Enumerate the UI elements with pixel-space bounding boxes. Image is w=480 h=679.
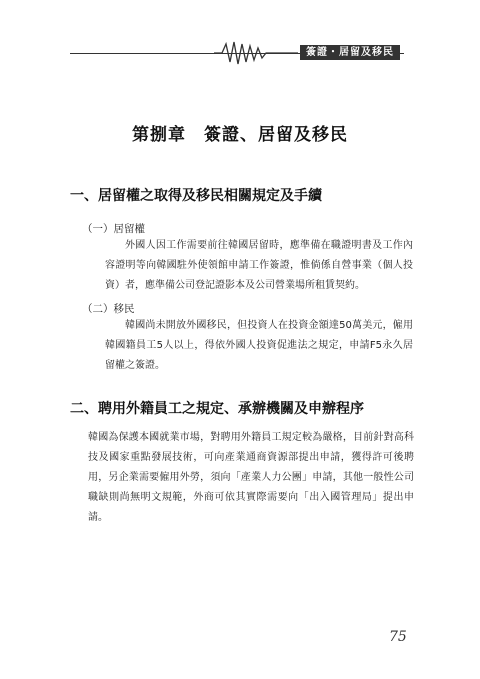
heartbeat-wave-icon [214,40,298,66]
section-title-2: 二、聘用外籍員工之規定、承辦機關及申辦程序 [70,401,364,417]
chapter-title: 第捌章 簽證、居留及移民 [132,125,348,145]
subsection-title-immigration: （二）移民 [82,303,135,315]
subsection-title-residence: （一）居留權 [82,223,145,235]
page-number: 75 [389,629,407,645]
page-header [0,0,480,70]
header-section-tag: 簽證・居留及移民 [300,45,400,60]
paragraph-foreign-employees: 韓國為保護本國就業市場，對聘用外籍員工規定較為嚴格，目前針對高科技及國家重點發展技術，可向產業通商資源部提出申請，獲得許可後聘用，另企業需要僱用外勞，須向「產業人力公團」申請，其他一般性公司職缺則尚無明文規範，外商可依其實際需要向「出入國管理局」提出申請。 [88,432,414,523]
paragraph-residence: 外國人因工作需要前往韓國居留時，應準備在職證明書及工作內容證明等向韓國駐外使領館申請工作簽證，惟倘係自營事業（個人投資）者，應準備公司登記證影本及公司營業場所租賃契約。 [105,240,413,291]
paragraph-immigration: 韓國尚未開放外國移民，但投資人在投資金額達50萬美元，僱用韓國籍員工5人以上，得依外國人投資促進法之規定，申請F5永久居留權之簽證。 [105,320,413,371]
section-title-1: 一、居留權之取得及移民相關規定及手續 [70,188,322,204]
